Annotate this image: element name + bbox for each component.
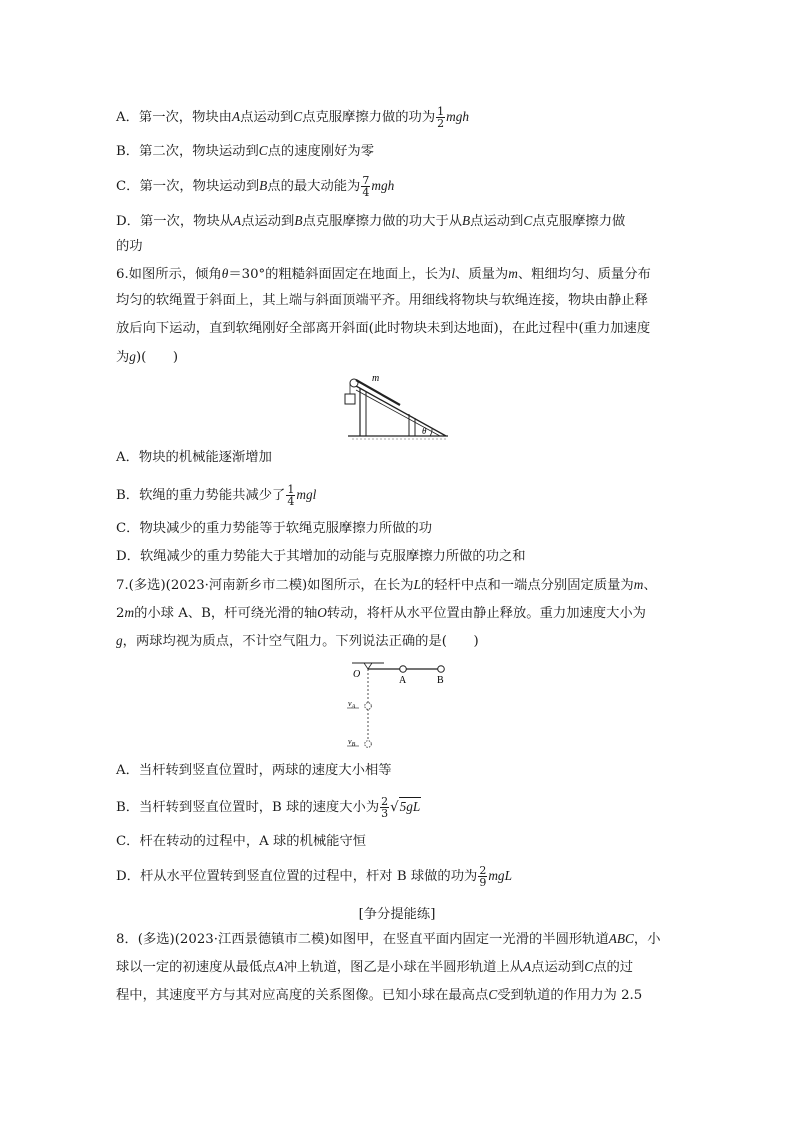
q8-stem-line2 <box>116 958 633 977</box>
v: v <box>348 737 352 746</box>
q7-option-b <box>116 796 421 819</box>
text: ，两球均视为质点，不计空气阻力。下列说法正确的是( ) <box>122 634 479 649</box>
text: 、粗细均匀、质量分布 <box>517 267 651 282</box>
sqrt-sign: √ <box>390 800 399 815</box>
q7-option-a: A．当杆转到竖直位置时，两球的速度大小相等 <box>116 763 392 778</box>
fraction <box>478 865 487 888</box>
text: C．第一次，物块运动到 <box>116 179 260 194</box>
text: ＝30°的粗糙斜面固定在地面上，长为 <box>228 267 452 282</box>
rod-figure <box>344 660 450 752</box>
sub: A <box>351 704 356 710</box>
fraction <box>436 106 445 129</box>
var: L <box>413 577 421 592</box>
text: 转动，将杆从水平位置由静止释放。重力加速度大小为 <box>326 606 646 621</box>
text: B．第二次，物块运动到 <box>116 144 259 159</box>
q7-stem-line1 <box>116 576 657 595</box>
q5-option-d <box>116 212 625 231</box>
text: 程中，其速度平方与其对应高度的关系图像。已知小球在最高点 <box>116 988 489 1003</box>
text: 点运动到 <box>531 960 585 975</box>
var: B <box>259 178 268 193</box>
text: 、质量为 <box>455 267 509 282</box>
var: A <box>231 109 241 124</box>
var: mgh <box>446 109 470 124</box>
q7-option-d <box>116 865 512 888</box>
denominator: 9 <box>479 876 487 889</box>
text: 7.(多选)(2023·河南新乡市二模)如图所示，在长为 <box>116 578 414 593</box>
text: 点克服摩擦力做的功为 <box>302 110 436 125</box>
numerator: 2 <box>381 795 389 808</box>
numerator: 2 <box>479 864 487 877</box>
fraction <box>380 796 389 819</box>
label-vB <box>348 737 356 748</box>
ball-b <box>438 666 445 673</box>
fraction <box>361 175 370 198</box>
q6-option-c: C．物块减少的重力势能等于软绳克服摩擦力所做的功 <box>116 521 433 536</box>
q6-stem-line2: 均匀的软绳置于斜面上，其上端与斜面顶端平齐。用细线将物块与软绳连接，物块由静止释 <box>116 293 648 308</box>
var: C <box>258 143 268 158</box>
var: C <box>488 987 498 1002</box>
q6-option-b <box>116 484 316 507</box>
radicand: 5gL <box>399 799 421 814</box>
text: )( ) <box>135 350 179 365</box>
ball-b-vertical <box>365 741 372 748</box>
block <box>345 394 355 404</box>
text: 的小球 A、B，杆可绕光滑的轴 <box>134 606 318 621</box>
label-B: B <box>437 675 444 686</box>
label-m: m <box>372 373 380 384</box>
text: 点运动到 <box>241 214 295 229</box>
var: A <box>275 959 284 974</box>
var: l <box>451 266 456 281</box>
text: 8．(多选)(2023·江西景德镇市二模)如图甲，在竖直平面内固定一光滑的半圆形轨道 <box>116 932 609 947</box>
text: B．当杆转到竖直位置时，B 球的速度大小为 <box>116 800 380 815</box>
label-O: O <box>353 669 361 680</box>
denominator: 3 <box>381 807 389 820</box>
sub: B <box>351 742 356 748</box>
incline-figure <box>342 370 454 442</box>
numerator: 7 <box>362 174 370 187</box>
label-vA <box>348 699 356 710</box>
incline-surface <box>356 386 446 436</box>
q6-stem-line1 <box>116 265 651 284</box>
ball-a <box>400 666 407 673</box>
ball-a-vertical <box>365 703 372 710</box>
var: A <box>233 213 242 228</box>
text: 、 <box>643 578 657 593</box>
text: B．软绳的重力势能共减少了 <box>116 488 286 503</box>
incline-underside <box>356 390 440 436</box>
denominator: 4 <box>287 495 295 508</box>
text: 的轻杆中点和一端点分别固定质量为 <box>420 578 634 593</box>
text: 点克服摩擦力做 <box>532 214 626 229</box>
text: 受到轨道的作用力为 2.5 <box>497 988 643 1003</box>
denominator: 4 <box>362 186 370 199</box>
text: 2 <box>116 606 125 621</box>
var: m <box>508 266 518 281</box>
var: C <box>523 213 533 228</box>
q5-option-d-cont: 的功 <box>116 239 143 254</box>
var: ABC <box>608 931 634 946</box>
text: 点运动到 <box>470 214 524 229</box>
numerator: 1 <box>287 483 295 496</box>
var: g <box>116 633 123 648</box>
angle-arc <box>430 429 432 436</box>
v: v <box>348 699 352 708</box>
text: ，小 <box>633 932 661 947</box>
var: C <box>293 109 303 124</box>
var: mgh <box>371 178 395 193</box>
var: O <box>317 605 327 620</box>
q6-option-d: D．软绳减少的重力势能大于其增加的动能与克服摩擦力所做的功之和 <box>116 549 526 564</box>
q5-option-a <box>116 106 469 129</box>
var: B <box>462 213 471 228</box>
var: B <box>294 213 303 228</box>
q5-option-b <box>116 142 374 161</box>
text: 点的速度刚好为零 <box>267 144 374 159</box>
text: 6.如图所示，倾角 <box>116 267 222 282</box>
q6-option-a: A．物块的机械能逐渐增加 <box>116 450 272 465</box>
label-A: A <box>399 675 407 686</box>
q8-stem-line1 <box>116 930 661 949</box>
label-theta: θ <box>422 426 427 436</box>
var: mgl <box>296 487 317 502</box>
pivot-icon <box>364 663 372 669</box>
text: 点克服摩擦力做的功大于从 <box>302 214 463 229</box>
q8-stem-line3 <box>116 986 642 1005</box>
var: θ <box>221 266 229 281</box>
text: D．杆从水平位置转到竖直位置的过程中，杆对 B 球做的功为 <box>116 869 478 884</box>
text: D．第一次，物块从 <box>116 214 234 229</box>
var: A <box>523 959 532 974</box>
q7-stem-line2 <box>116 604 646 623</box>
denominator: 2 <box>437 117 445 130</box>
fraction <box>286 484 295 507</box>
numerator: 1 <box>437 105 445 118</box>
text: 为 <box>116 350 130 365</box>
text: 点运动到 <box>240 110 294 125</box>
var: m <box>633 577 644 592</box>
var: m <box>124 605 135 620</box>
var: mgL <box>488 868 512 883</box>
text: 点的过 <box>593 960 634 975</box>
section-header: [争分提能练] <box>358 907 436 922</box>
text: 点的最大动能为 <box>267 179 361 194</box>
q6-stem-line3: 放后向下运动，直到软绳刚好全部离开斜面(此时物块未到达地面)，在此过程中(重力加速度 <box>116 321 651 336</box>
q6-stem-line4 <box>116 348 178 367</box>
text: A．第一次，物块由 <box>116 110 232 125</box>
var: g <box>129 349 136 364</box>
var: C <box>584 959 594 974</box>
text: 冲上轨道，图乙是小球在半圆形轨道上从 <box>283 960 524 975</box>
q7-stem-line3 <box>116 632 479 651</box>
text: 球以一定的初速度从最低点 <box>116 960 276 975</box>
q5-option-c <box>116 175 394 198</box>
q7-option-c: C．杆在转动的过程中，A 球的机械能守恒 <box>116 834 367 849</box>
